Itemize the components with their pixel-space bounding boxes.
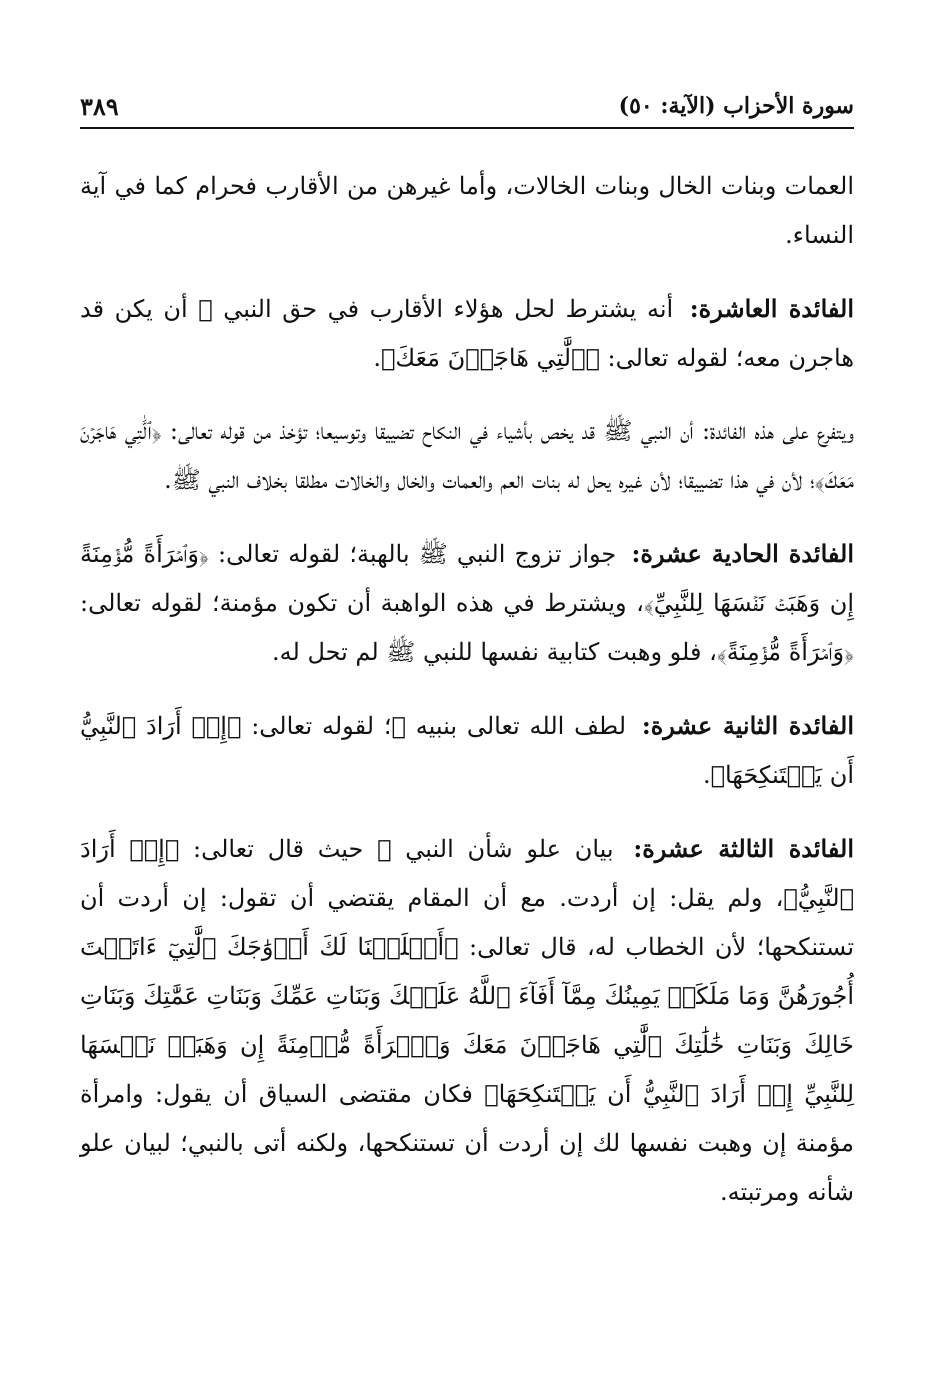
paragraph-heading: الفائدة العاشرة: bbox=[689, 294, 855, 323]
paragraph-continuation bbox=[80, 162, 854, 260]
paragraph-heading: الفائدة الثانية عشرة: bbox=[641, 711, 854, 740]
paragraph-benefit-10 bbox=[80, 284, 854, 383]
page-body bbox=[80, 162, 854, 1241]
paragraph-derivation bbox=[80, 407, 854, 505]
paragraph-text: أنه يشترط لحل هؤلاء الأقارب في حق النبي ﷺ أن يكن قد هاجرن معه؛ لقوله تعالى: ﴿ٱلَّٰتِي هَاجَرۡنَ مَعَكَ﴾. bbox=[80, 295, 854, 372]
page-number: ٣٨٩ bbox=[80, 91, 119, 121]
paragraph-heading: الفائدة الحادية عشرة: bbox=[631, 539, 854, 568]
header-divider bbox=[80, 127, 854, 129]
paragraph-benefit-11 bbox=[80, 529, 854, 677]
paragraph-text: جواز تزوج النبي ﷺ بالهبة؛ لقوله تعالى: ﴿وَٱمۡرَأَةً مُّؤۡمِنَةً إِن وَهَبَتۡ نَفۡسَهَا لِلنَّبِيِّ﴾، ويشترط في هذه الواهبة أن تكون مؤمنة؛ لقوله تعالى: ﴿وَٱمۡرَأَةً مُّؤۡمِنَةً﴾، فلو وهبت كتابية نفسها للنبي ﷺ لم تحل له. bbox=[80, 540, 854, 666]
paragraph-text: ويتفرع على هذه الفائدة: أن النبي ﷺ قد يخص بأشياء في النكاح تضييقا وتوسيعا؛ تؤخذ من قوله تعالى: ﴿ٱلَّٰتِي هَاجَرۡنَ مَعَكَ﴾؛ لأن في هذا تضييقا؛ لأن غيره يحل له بنات العم والعمات والخال والخالات مطلقا بخلاف النبي ﷺ. bbox=[80, 417, 854, 494]
paragraph-benefit-12 bbox=[80, 701, 854, 800]
paragraph-heading: الفائدة الثالثة عشرة: bbox=[633, 834, 854, 863]
paragraph-text: العمات وبنات الخال وبنات الخالات، وأما غيرهن من الأقارب فحرام كما في آية النساء. bbox=[80, 172, 854, 249]
paragraph-benefit-13 bbox=[80, 824, 854, 1217]
running-title: سورة الأحزاب (الآية: ٥٠) bbox=[618, 93, 854, 119]
paragraph-text: لطف الله تعالى بنبيه ﷺ؛ لقوله تعالى: ﴿إِنۡ أَرَادَ ٱلنَّبِيُّ أَن يَسۡتَنكِحَهَا﴾. bbox=[80, 712, 854, 789]
paragraph-text: بيان علو شأن النبي ﷺ حيث قال تعالى: ﴿إِنۡ أَرَادَ ٱلنَّبِيُّ﴾، ولم يقل: إن أردت. مع أن المقام يقتضي أن تقول: إن أردت أن تستنكحها؛ لأن الخطاب له، قال تعالى: ﴿أَحۡلَلۡنَا لَكَ أَزۡوَٰجَكَ ٱلَّٰتِيٓ ءَاتَيۡتَ أُجُورَهُنَّ وَمَا مَلَكَتۡ يَمِينُكَ مِمَّآ أَفَآءَ ٱللَّهُ عَلَيۡكَ وَبَنَاتِ عَمِّكَ وَبَنَاتِ عَمَّٰتِكَ وَبَنَاتِ خَالِكَ وَبَنَاتِ خَٰلَٰتِكَ ٱلَّٰتِي هَاجَرۡنَ مَعَكَ وَٱمۡرَأَةً مُّؤۡمِنَةً إِن وَهَبَتۡ نَفۡسَهَا لِلنَّبِيِّ إِنۡ أَرَادَ ٱلنَّبِيُّ أَن يَسۡتَنكِحَهَا﴾ فكان مقتضى السياق أن يقول: وامرأة مؤمنة إن وهبت نفسها لك إن أردت أن تستنكحها، ولكنه أتى بالنبي؛ لبيان علو شأنه ومرتبته. bbox=[80, 835, 855, 1206]
page-header bbox=[80, 86, 854, 126]
